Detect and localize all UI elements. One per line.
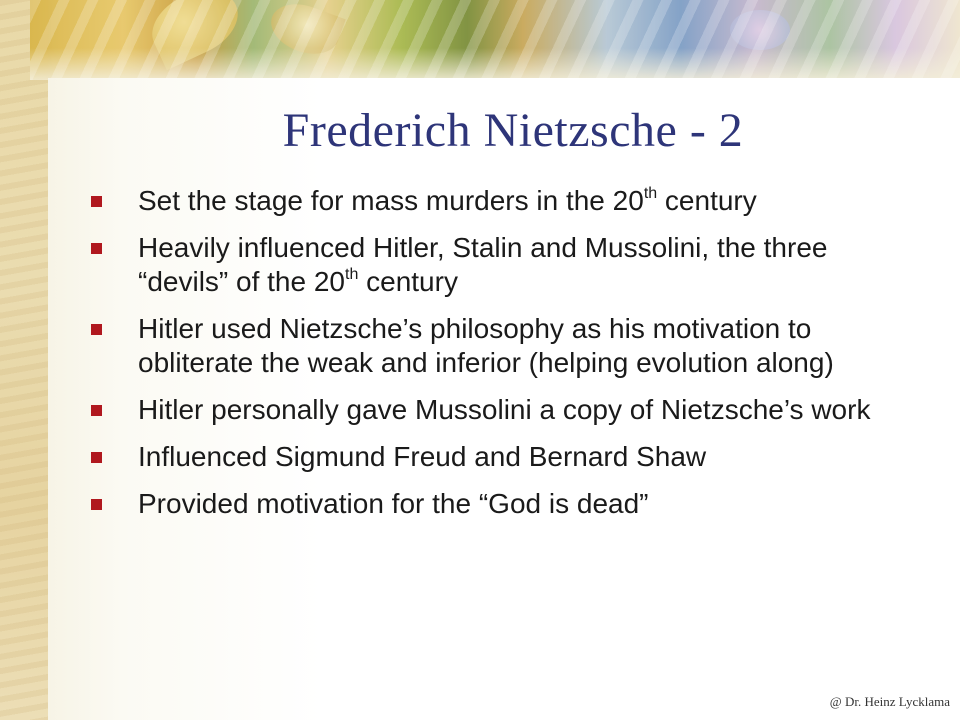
bullet-text: Influenced Sigmund Freud and Bernard Shaw [138, 441, 707, 472]
bullet-item [91, 231, 881, 299]
bullet-text: Provided motivation for the “God is dead” [138, 488, 649, 517]
bullet-item [91, 393, 881, 427]
bullet-text: Hitler used Nietzsche’s philosophy as his motivation to obliterate the weak and inferior (helping evolution along) [138, 313, 834, 378]
bullet-list [91, 184, 881, 530]
square-bullet-icon [91, 196, 102, 207]
bullet-item [91, 487, 881, 517]
flower-graphic [730, 10, 790, 50]
square-bullet-icon [91, 405, 102, 416]
square-bullet-icon [91, 499, 102, 510]
square-bullet-icon [91, 452, 102, 463]
slide-title: Frederich Nietzsche - 2 [282, 104, 744, 157]
bullet-text: Heavily influenced Hitler, Stalin and Mussolini, the three “devils” of the 20 [138, 232, 828, 297]
square-bullet-icon [91, 243, 102, 254]
top-decorative-band [30, 0, 960, 80]
bullet-item [91, 184, 881, 218]
leaf-graphic [142, 0, 249, 70]
leaf-graphic [264, 0, 346, 63]
bullet-item [91, 440, 881, 474]
superscript: th [345, 265, 359, 283]
bullet-text-cont: century [657, 185, 757, 216]
superscript: th [643, 184, 658, 202]
square-bullet-icon [91, 324, 102, 335]
bullet-text-cont: century [358, 266, 458, 297]
bullet-item [91, 312, 881, 380]
author-credit: @ Dr. Heinz Lycklama [829, 694, 950, 709]
bullet-text: Set the stage for mass murders in the 20 [138, 185, 644, 216]
bullet-text: Hitler personally gave Mussolini a copy of Nietzsche’s work [138, 394, 871, 425]
